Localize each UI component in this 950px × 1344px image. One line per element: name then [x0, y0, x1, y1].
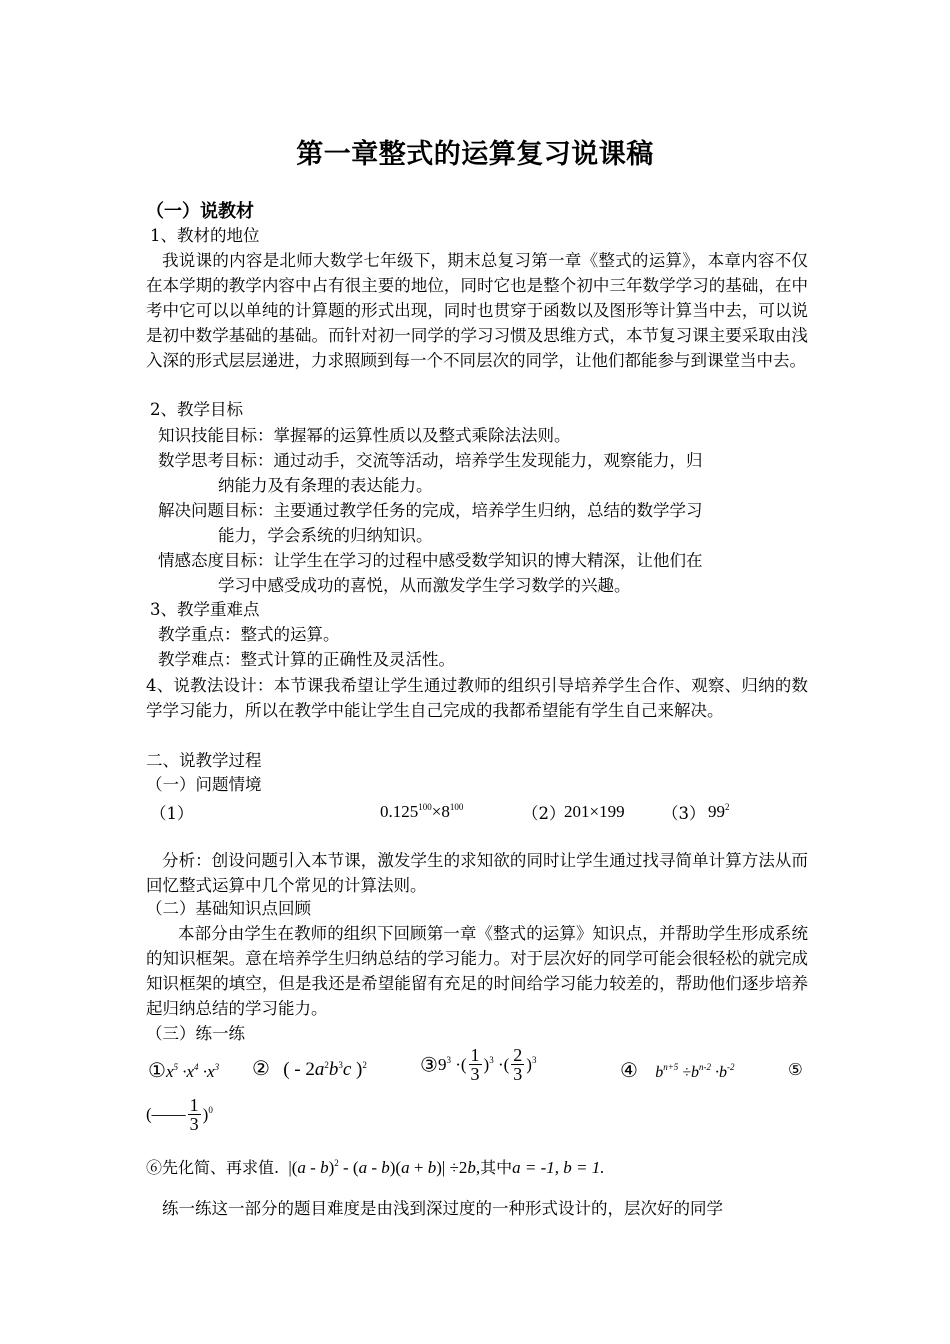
goal-emotion-line1: 情感态度目标：让学生在学习的过程中感受数学知识的博大精深，让他们在 [158, 551, 703, 570]
goal-emotion-line2: 学习中感受成功的喜悦，从而激发学生学习数学的兴趣。 [218, 576, 631, 595]
goal-thinking-line2: 纳能力及有条理的表达能力。 [218, 476, 433, 495]
subheading-situation: （一）问题情境 [146, 775, 262, 794]
goal-problem-line2: 能力，学会系统的归纳知识。 [218, 526, 433, 545]
exercise-1: $①x^5 \cdot x^4 \cdot x^3$ [148, 1058, 220, 1082]
subheading-goals: 2、教学目标 [150, 400, 243, 419]
section-heading-process: 二、说教学过程 [146, 751, 262, 770]
page-title: 第一章整式的运算复习说课稿 [296, 139, 654, 170]
exercise-4: ④ $b^{n+5} \div b^{n-2} \cdot b^{-2}$ [620, 1058, 735, 1082]
exercise-3: $③9^3$ ·( $\frac{1}{3}$ )$^3$ ·( $\frac{2}{3}$ )$^3$ [420, 1045, 537, 1084]
subheading-status: 1、教材的地位 [150, 226, 260, 245]
paragraph-analysis: 分析：创设问题引入本节课，激发学生的求知欲的同时让学生通过找寻简单计算方法从而回忆整式运算中几个常见的计算法则。 [146, 851, 808, 895]
key-point: 教学重点：整式的运算。 [158, 625, 340, 644]
paragraph-method: 4、说教法设计：本节课我希望让学生通过教师的组织引导培养学生合作、观察、归纳的数学学习能力，所以在教学中能让学生自己完成的我都希望能有学生自己来解决。 [146, 676, 808, 720]
paragraph-status: 我说课的内容是北师大数学七年级下，期末总复习第一章《整式的运算》，本章内容不仅在本学期的教学内容中占有很主要的地位，同时它也是整个初中三年数学学习的基础，在中考中它可以以单纯的计算题的形式出现，同时也贯穿于函数以及图形等计算当中去，可以说是初中数学基础的基础。而针对初一同学的学习习惯及思维方式，本节复习课主要采取由浅入深的形式层层递进，力求照顾到每一个不同层次的同学，让他们都能参与到课堂当中去。 [146, 251, 808, 370]
problem-1-expression: $0.125^{100}\times 8^{100}$ [380, 802, 464, 821]
exercise-5: (—— $\frac{1}{3}$ )$^0$ [146, 1095, 213, 1134]
paragraph-review: 本部分由学生在教师的组织下回顾第一章《整式的运算》知识点，并帮助学生形成系统的知识框架。意在培养学生归纳总结的学习能力。对于层次好的同学可能会很轻松的就完成知识框架的填空，但是我还是希望能留有充足的时间给学习能力较差的，帮助他们逐步培养起归纳总结的学习能力。 [146, 924, 808, 1018]
subheading-review: （二）基础知识点回顾 [146, 899, 311, 918]
goal-problem-line1: 解决问题目标：主要通过教学任务的完成，培养学生归纳，总结的数学学习 [158, 501, 703, 520]
section-heading-textbook: （一）说教材 [146, 201, 254, 222]
problem-2-expression: 201×199 [564, 802, 625, 821]
paragraph-practice: 练一练这一部分的题目难度是由浅到深过度的一种形式设计的，层次好的同学 [162, 1199, 723, 1218]
problem-1-label: （1） [150, 804, 194, 823]
problem-3-expression: $99^2$ [708, 802, 730, 821]
goal-knowledge: 知识技能目标：掌握幂的运算性质以及整式乘除法法则。 [158, 426, 571, 445]
subheading-key-points: 3、教学重难点 [150, 600, 260, 619]
subheading-practice: （三）练一练 [146, 1024, 245, 1043]
exercise-5-label: ⑤ [788, 1060, 803, 1079]
problem-2-label: （2） [522, 804, 566, 823]
problem-3-label: （3） [662, 804, 706, 823]
exercise-2: ② ( - $2a^2b^3c$ )$^2$ [252, 1056, 367, 1080]
difficult-point: 教学难点：整式计算的正确性及灵活性。 [158, 650, 455, 669]
goal-thinking-line1: 数学思考目标：通过动手，交流等活动，培养学生发现能力，观察能力，归 [158, 451, 703, 470]
exercise-6: ⑥先化简、再求值. |(a - b)$^2$ - (a - b)(a + b)| ÷2b,其中a = -1, b = 1. [146, 1158, 605, 1177]
